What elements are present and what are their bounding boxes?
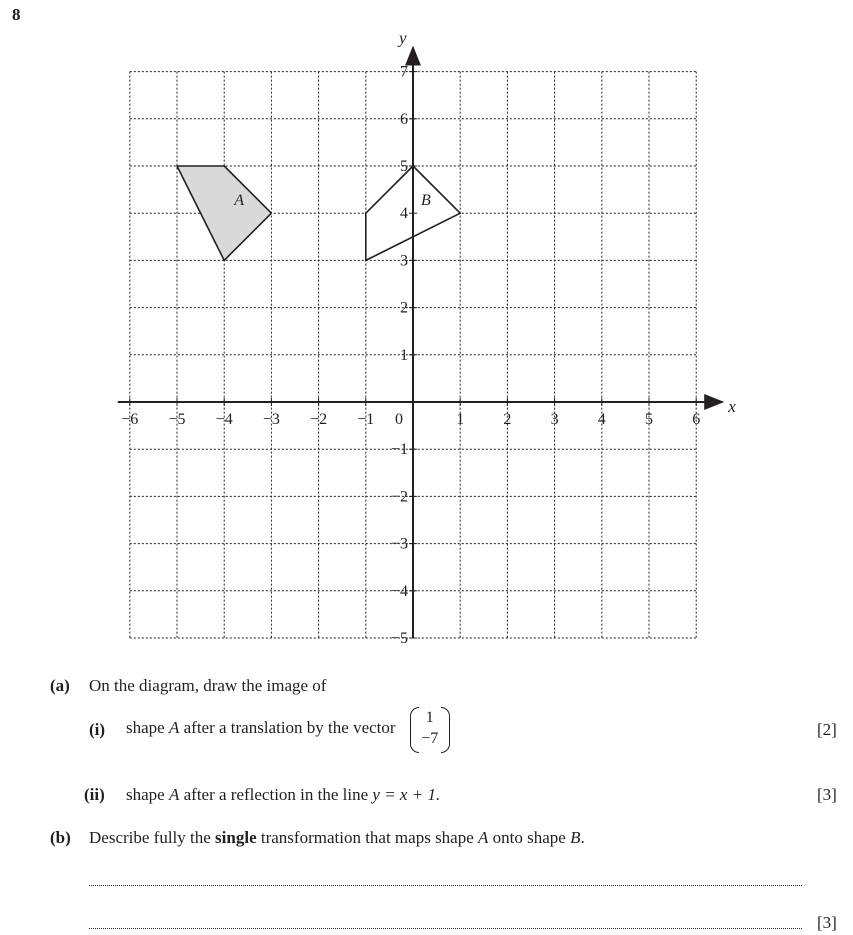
y-tick-label: 3 [400,252,408,270]
y-tick-label: −4 [390,582,408,600]
x-tick-label: 3 [550,411,559,428]
x-tick-label: 1 [456,411,465,428]
x-tick-label: 4 [597,411,606,428]
x-tick-label: −5 [168,411,186,428]
part-a-i-text [126,706,450,756]
part-b-label: (b) [50,828,71,847]
shape-a-label: A [234,192,244,210]
part-a-ii-label: (ii) [84,785,105,804]
part-a-i-shape: A [168,718,180,737]
y-tick-label: 6 [400,110,408,128]
part-a-ii-text-after: after a reflection in the line [179,785,373,804]
part-a-i-label: (i) [89,720,106,739]
x-tick-label: 2 [503,411,512,428]
x-tick-label: 6 [692,411,701,428]
y-axis-label: y [399,28,407,48]
answer-line-2[interactable] [89,928,802,929]
y-tick-label: 1 [400,346,408,364]
x-tick-label: −4 [215,411,233,428]
part-b-bold-word: single [215,828,257,847]
part-b-text-end: . [580,828,585,847]
reflection-line-equation: y = x + 1. [372,785,441,804]
x-tick-label: −2 [310,411,328,428]
shape-b-label: B [421,192,431,210]
part-a-ii-marks: [3] [817,785,837,804]
x-axis-label: x [728,397,736,416]
part-b-text-before: Describe fully the [89,828,216,847]
x-tick-label: −1 [357,411,375,428]
y-tick-label: −3 [390,535,408,553]
tick-labels [121,64,700,647]
part-a [50,676,70,696]
x-tick-label: −3 [262,411,280,428]
y-tick-label: −1 [390,441,408,459]
question-number: 8 [12,5,21,24]
part-b-text [89,828,585,848]
axes [118,29,736,638]
part-a-ii-text [126,785,440,805]
answer-line-1[interactable] [89,885,802,886]
vector-top: 1 [425,709,434,727]
part-a-ii-shape: A [168,785,180,804]
part-a-ii-text-before: shape [126,785,169,804]
part-b-text-mid2: onto shape [488,828,571,847]
vector-bottom: −7 [421,730,439,748]
part-b-shape-from: A [478,828,489,847]
y-tick-label: 2 [400,299,408,317]
y-tick-label: 5 [400,158,408,175]
y-tick-label: 4 [400,205,408,223]
part-a-label: (a) [50,676,70,695]
y-tick-label: 7 [400,63,408,81]
part-a-i-text-after: after a translation by the vector [179,718,396,737]
part-b-text-mid: transformation that maps shape [256,828,479,847]
part-a-i-marks: [2] [817,720,837,739]
part-b-shape-to: B [570,828,581,847]
part-b-marks: [3] [817,913,837,932]
translation-vector [410,707,450,751]
part-a-text: On the diagram, draw the image of [89,676,327,695]
y-tick-label: −5 [390,630,408,647]
x-tick-label: −6 [121,411,139,428]
x-tick-label: 0 [395,411,403,428]
x-tick-label: 5 [645,411,653,428]
y-tick-label: −2 [390,488,408,506]
part-a-i-text-before: shape [126,718,169,737]
